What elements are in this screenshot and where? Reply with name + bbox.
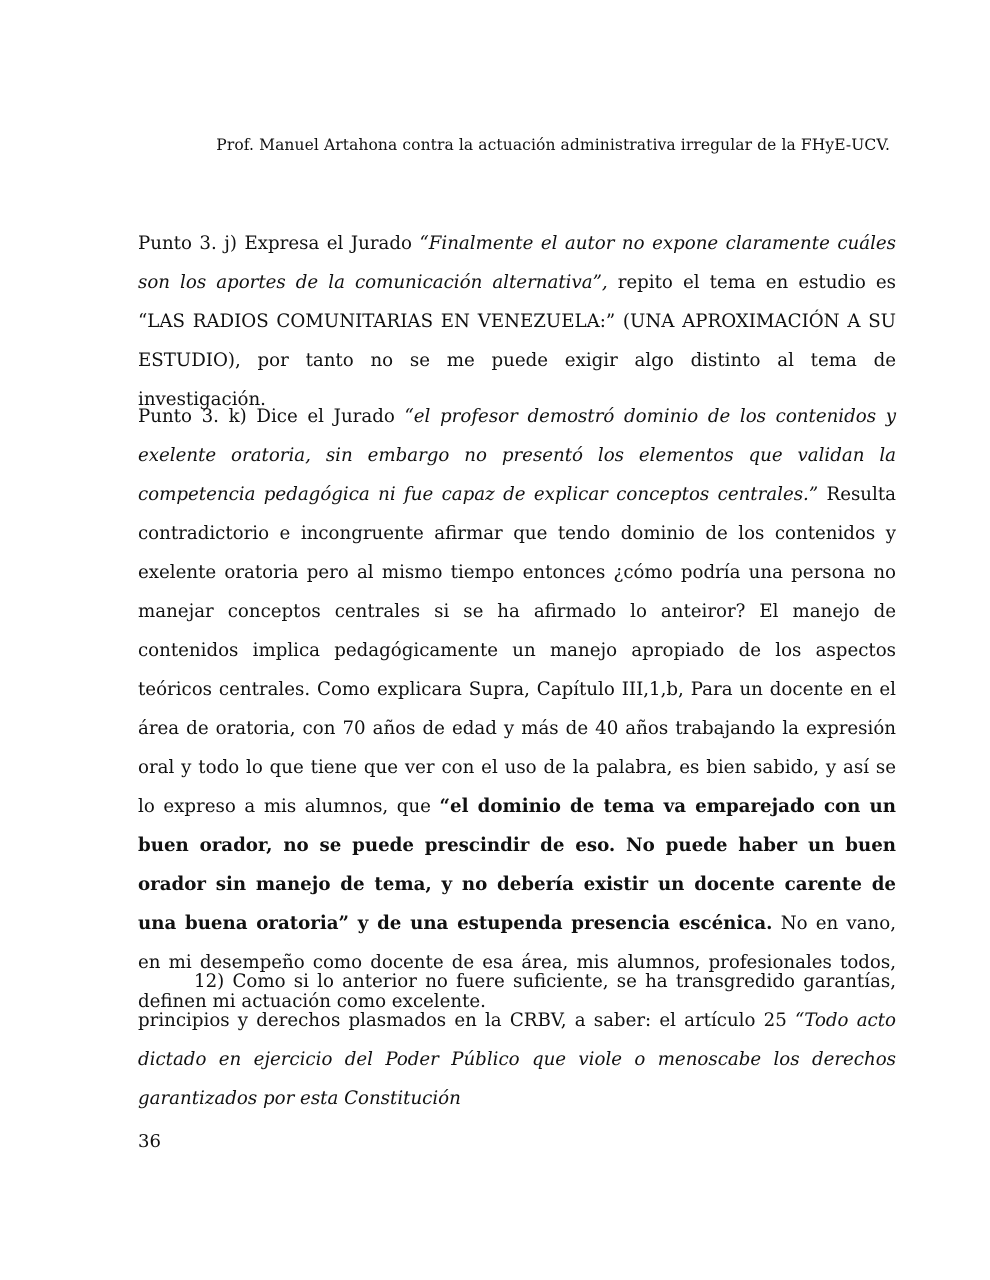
paragraph-lead: 12) Como si lo anterior no fuere suficiente, se ha transgredido garantías, principios y derechos plasmados en la CRBV, a saber: el artículo 25 bbox=[138, 971, 896, 1031]
paragraph-12 bbox=[138, 962, 896, 1118]
running-header: Prof. Manuel Artahona contra la actuación administrativa irregular de la FHyE-UCV. bbox=[216, 136, 890, 154]
paragraph-text-end: No en vano, en mi desempeño como docente de esa área, mis alumnos, profesionales todos, definen mi actuación como excelente. bbox=[138, 913, 896, 1012]
bold-quote: “el dominio de tema va emparejado con un buen orador, no se puede prescindir de eso. No puede haber un buen orador sin manejo de tema, y no debería existir un docente carente de una buena oratoria” y de una estupenda presencia escénica. bbox=[138, 796, 896, 934]
paragraph-punto-3j bbox=[138, 224, 896, 419]
jury-quote: “Finalmente el autor no expone claramente cuáles son los aportes de la comunicación alternativa”, bbox=[138, 233, 896, 293]
page-number: 36 bbox=[138, 1131, 161, 1152]
paragraph-text: repito el tema en estudio es “LAS RADIOS COMUNITARIAS EN VENEZUELA:” (UNA APROXIMACIÓN A SU ESTUDIO), por tanto no se me puede exigir algo distinto al tema de investigación. bbox=[138, 272, 896, 410]
paragraph-lead: Punto 3. k) Dice el Jurado bbox=[138, 406, 405, 427]
paragraph-text: Resulta contradictorio e incongruente afirmar que tendo dominio de los contenidos y exelente oratoria pero al mismo tiempo entonces ¿cómo podría una persona no manejar conceptos centrales si se ha afirmado lo anteiror? El manejo de contenidos implica pedagógicamente un manejo apropiado de los aspectos teóricos centrales. Como explicara Supra, Capítulo III,1,b, Para un docente en el área de oratoria, con 70 años de edad y más de 40 años trabajando la expresión oral y todo lo que tiene que ver con el uso de la palabra, es bien sabido, y así se lo expreso a mis alumnos, que bbox=[138, 484, 896, 817]
paragraph-punto-3k bbox=[138, 397, 896, 1021]
constitution-quote: “Todo acto dictado en ejercicio del Poder Público que viole o menoscabe los derechos garantizados por esta Constitución bbox=[138, 1010, 896, 1109]
jury-quote: “el profesor demostró dominio de los contenidos y exelente oratoria, sin embargo no presentó los elementos que validan la competencia pedagógica ni fue capaz de explicar conceptos centrales.” bbox=[138, 406, 896, 505]
paragraph-lead: Punto 3. j) Expresa el Jurado bbox=[138, 233, 420, 254]
